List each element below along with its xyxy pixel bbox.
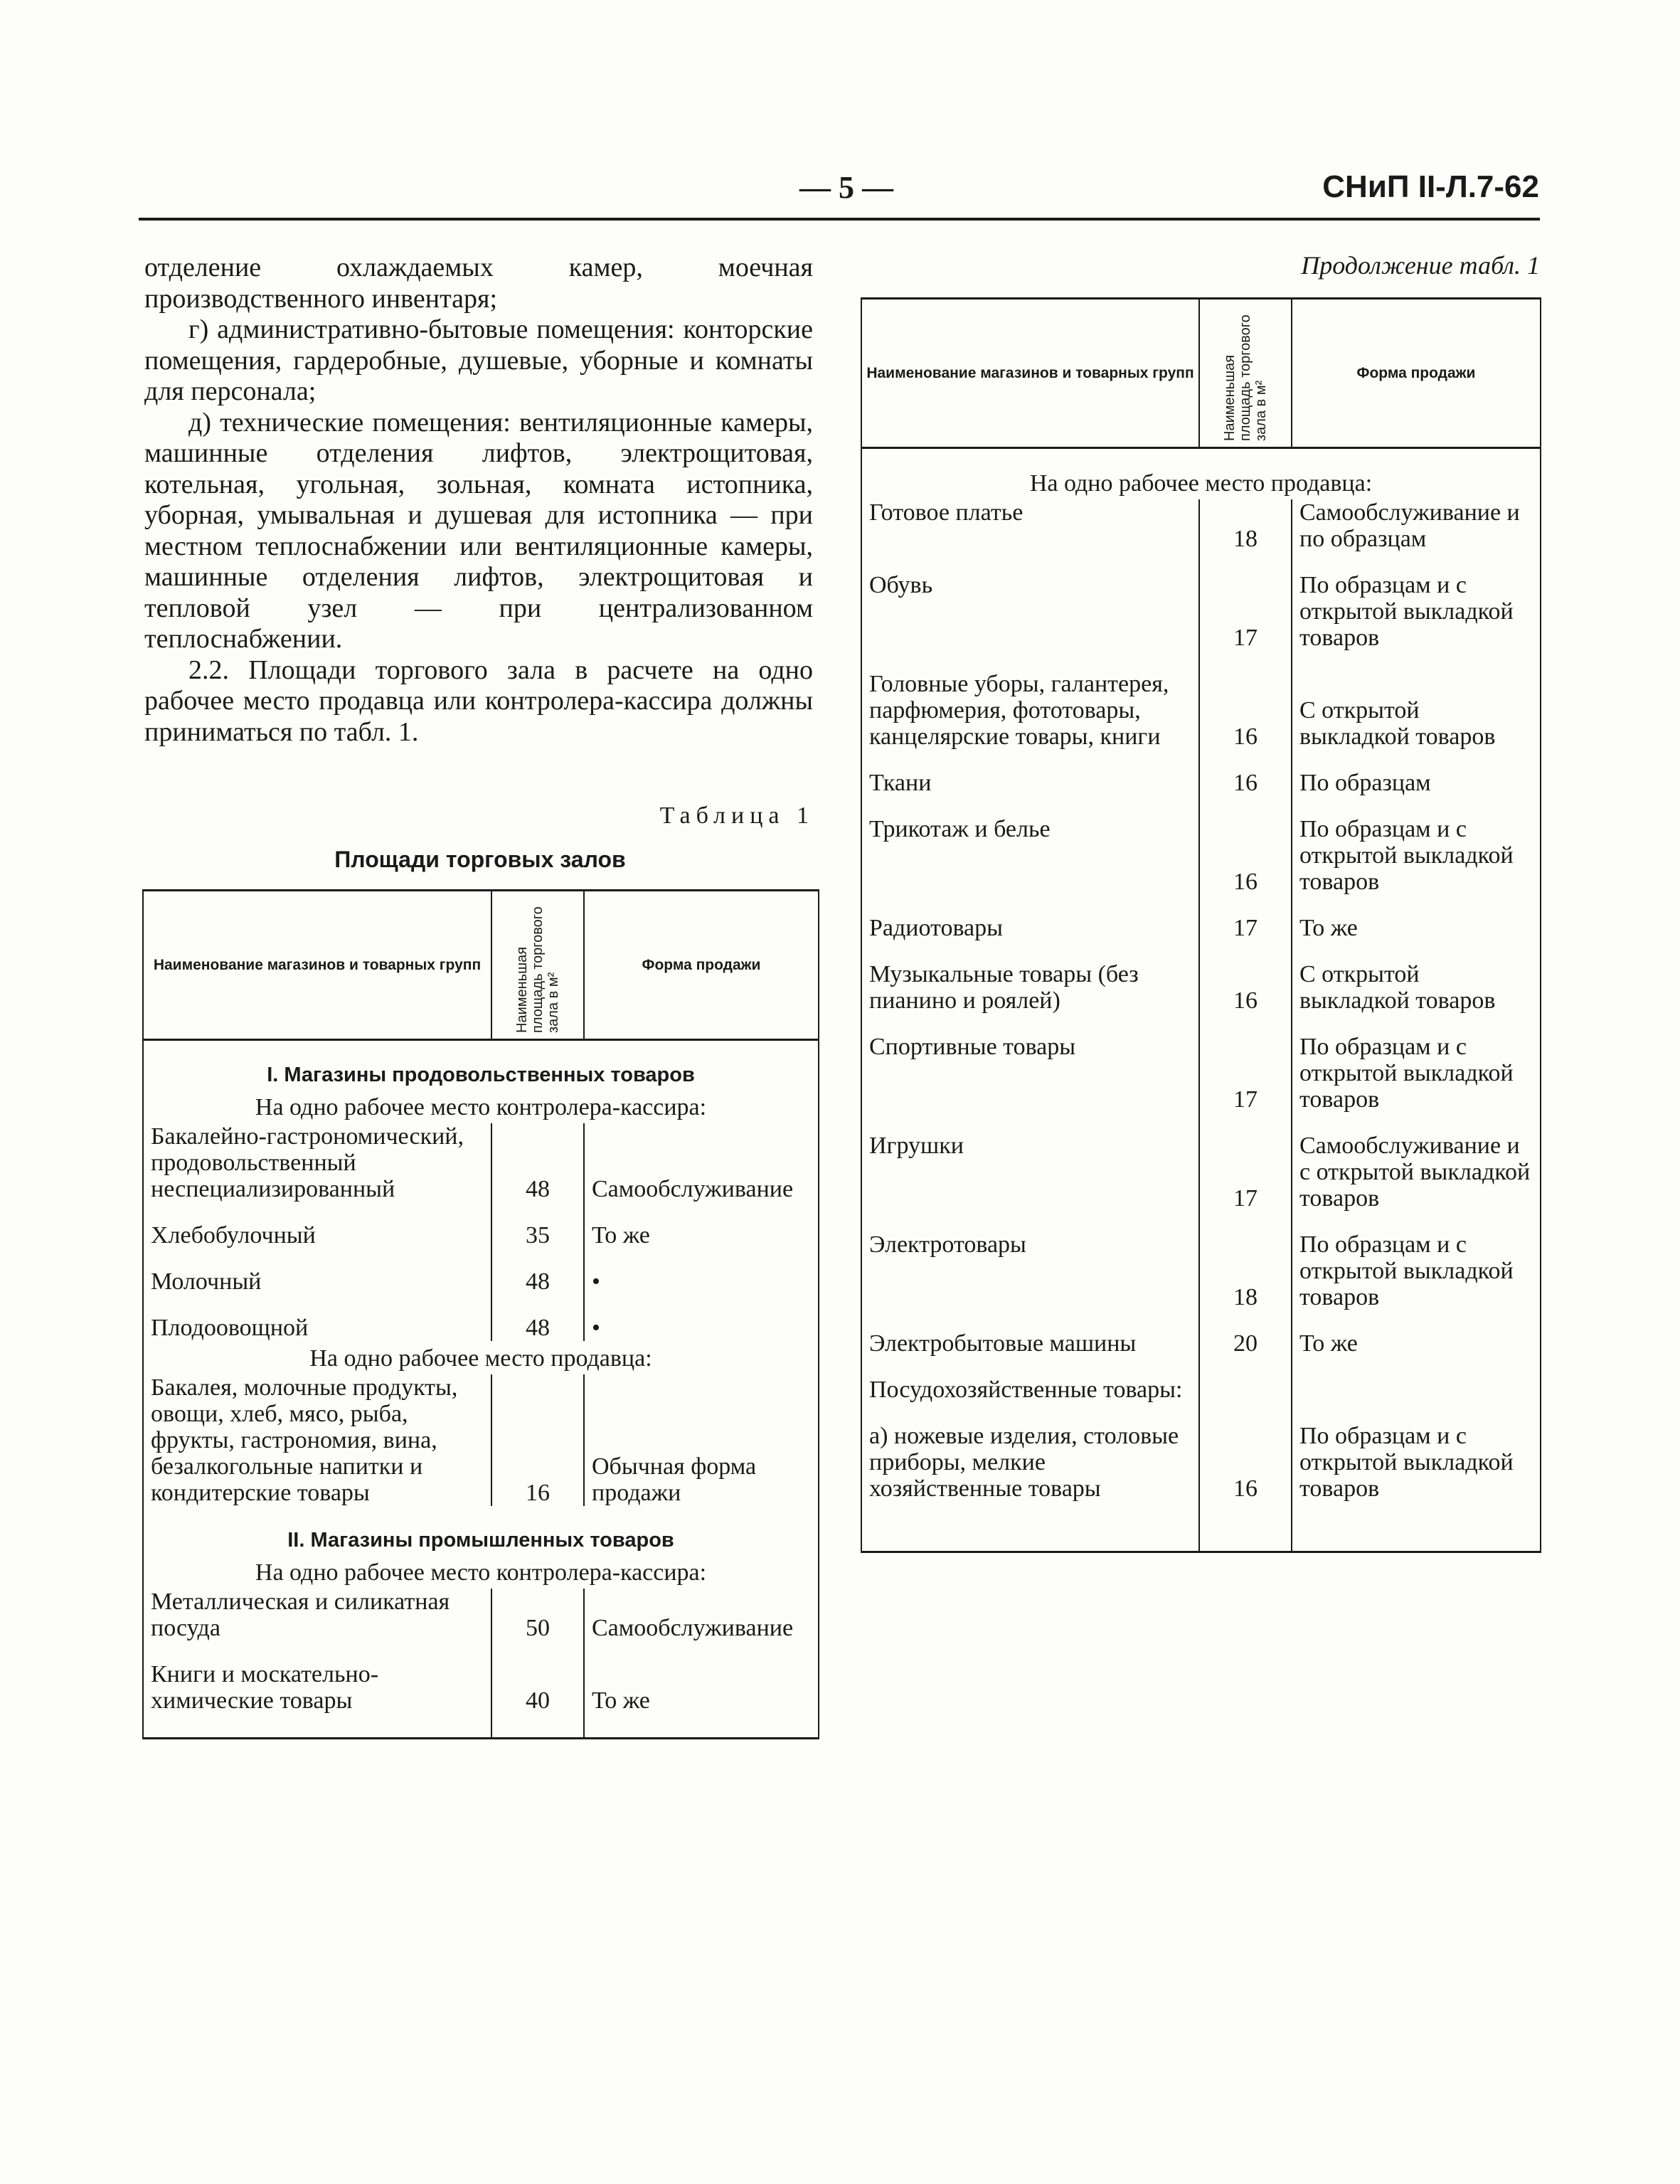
row-form: • <box>592 1268 600 1295</box>
row-area: 18 <box>1199 499 1292 552</box>
intro-paragraph: д) технические помещения: вентиляционные камеры, машинные отделения лифтов, электрощитовая, котельная, угольная, зольная, комната истопника, уборная, умывальная и душевая для истопника — при местном теплоснабжении или вентиляционные камеры, машинные отделения лифтов, электрощитовая и тепловой узел — при централизованном теплоснабжении. <box>144 407 813 654</box>
row-form: С открытой выкладкой товаров <box>1299 961 1496 1014</box>
row-form: Самообслуживание <box>592 1176 794 1202</box>
column-header-area <box>491 891 584 1040</box>
row-name: Спортивные товары <box>861 1014 1199 1113</box>
row-name: Игрушки <box>861 1113 1199 1212</box>
subsection-heading: На одно рабочее место продавца: <box>1029 470 1373 497</box>
table-title: Площади торговых залов <box>334 847 626 872</box>
table-caption: Таблица 1 <box>659 802 814 829</box>
row-form: С открытой выкладкой товаров <box>1299 697 1496 750</box>
row-area: 17 <box>1199 895 1292 941</box>
row-area: 16 <box>1199 651 1292 750</box>
row-name: Бакалея, молочные продукты, овощи, хлеб, мясо, рыба, фрукты, гастрономия, вина, безалкогольные напитки и кондитерские товары <box>143 1374 491 1506</box>
table-row <box>861 499 1541 552</box>
table-spacer <box>491 1714 584 1738</box>
page-number: — 5 — <box>799 170 893 205</box>
row-form: По образцам и с открытой выкладкой товаров <box>1299 816 1514 895</box>
row-area: 48 <box>491 1123 584 1202</box>
table-row <box>861 1113 1541 1212</box>
row-name: Головные уборы, галантерея, парфюмерия, фототовары, канцелярские товары, книги <box>861 651 1199 750</box>
table-row <box>861 796 1541 895</box>
table-1-body <box>143 1040 819 1739</box>
row-name: Электротовары <box>861 1212 1199 1310</box>
row-name: Плодоовощной <box>143 1295 491 1341</box>
row-form: Обычная форма продажи <box>592 1453 757 1506</box>
intro-text <box>144 253 813 748</box>
section-heading: II. Магазины промышленных товаров <box>287 1529 674 1552</box>
subsection-heading: На одно рабочее место контролера-кассира: <box>255 1094 707 1120</box>
table-row <box>861 895 1541 941</box>
table-continuation-caption: Продолжение табл. 1 <box>1301 251 1540 280</box>
row-area: 50 <box>491 1589 584 1641</box>
row-area: 48 <box>491 1295 584 1341</box>
row-form: Самообслуживание <box>592 1615 794 1641</box>
row-form: То же <box>1299 915 1358 941</box>
intro-paragraph: отделение охлаждаемых камер, моечная производственного инвентаря; <box>144 253 813 314</box>
table-1-continuation-body <box>861 448 1541 1552</box>
table-spacer <box>861 1502 1199 1552</box>
row-form: По образцам и с открытой выкладкой товаров <box>1299 1423 1514 1502</box>
row-name: Посудохозяйственные товары: <box>861 1357 1199 1403</box>
table-row <box>143 1295 819 1341</box>
document-code: СНиП II-Л.7-62 <box>1322 169 1539 204</box>
row-area: 20 <box>1199 1310 1292 1357</box>
row-area: 40 <box>491 1641 584 1714</box>
intro-paragraph: 2.2. Площади торгового зала в расчете на одно рабочее место продавца или контролера-кассира должны приниматься по табл. 1. <box>144 654 813 747</box>
row-form: По образцам и с открытой выкладкой товаров <box>1299 572 1514 651</box>
row-form: Самообслуживание и по образцам <box>1299 499 1520 552</box>
row-name: а) ножевые изделия, столовые приборы, мелкие хозяйственные товары <box>861 1403 1199 1502</box>
row-name: Хлебобулочный <box>143 1202 491 1249</box>
table-row <box>143 1589 819 1641</box>
row-area: 16 <box>1199 1403 1292 1502</box>
table-1 <box>142 889 819 1739</box>
row-name: Молочный <box>143 1249 491 1295</box>
row-area: 16 <box>1199 796 1292 895</box>
column-header-form: Форма продажи <box>1292 299 1541 448</box>
column-header-area <box>1199 299 1292 448</box>
table-row <box>143 1374 819 1506</box>
subsection-heading: На одно рабочее место контролера-кассира: <box>255 1559 707 1586</box>
row-form: По образцам <box>1299 770 1431 796</box>
table-row <box>861 1403 1541 1502</box>
row-form: Самообслуживание и с открытой выкладкой товаров <box>1299 1133 1531 1212</box>
row-name: Музыкальные товары (без пианино и роялей) <box>861 941 1199 1014</box>
row-area: 16 <box>1199 750 1292 796</box>
row-form: То же <box>592 1222 650 1249</box>
table-row <box>861 750 1541 796</box>
row-area: 16 <box>1199 941 1292 1014</box>
row-area: 48 <box>491 1249 584 1295</box>
table-row <box>861 651 1541 750</box>
row-name: Трикотаж и белье <box>861 796 1199 895</box>
column-header-form: Форма продажи <box>584 891 819 1040</box>
row-area: 17 <box>1199 1113 1292 1212</box>
row-name: Электробытовые машины <box>861 1310 1199 1357</box>
row-name: Ткани <box>861 750 1199 796</box>
row-name: Металлическая и силикатная посуда <box>143 1589 491 1641</box>
table-row <box>861 1014 1541 1113</box>
intro-paragraph: г) административно-бытовые помещения: конторские помещения, гардеробные, душевые, уборные и комнаты для персонала; <box>144 314 813 406</box>
header-rule <box>139 218 1540 221</box>
row-form: По образцам и с открытой выкладкой товаров <box>1299 1034 1514 1113</box>
table-row <box>861 552 1541 651</box>
table-row <box>861 1310 1541 1357</box>
subsection-heading: На одно рабочее место продавца: <box>309 1345 652 1372</box>
column-header-name: Наименование магазинов и товарных групп <box>143 891 491 1040</box>
row-name: Готовое платье <box>861 499 1199 552</box>
table-row <box>143 1123 819 1202</box>
row-area: 17 <box>1199 1014 1292 1113</box>
row-form: По образцам и с открытой выкладкой товаров <box>1299 1231 1514 1310</box>
table-1-continuation <box>861 297 1541 1553</box>
column-header-area-text: Наименьшая площадь торгового зала в м² <box>1222 314 1269 441</box>
column-header-area-text: Наименьшая площадь торгового зала в м² <box>514 906 561 1033</box>
row-area: 16 <box>491 1374 584 1506</box>
table-spacer <box>1199 1502 1292 1552</box>
row-form <box>1292 1357 1541 1403</box>
column-header-name: Наименование магазинов и товарных групп <box>861 299 1199 448</box>
table-row <box>143 1202 819 1249</box>
row-form: • <box>592 1315 600 1341</box>
row-form: То же <box>592 1687 650 1714</box>
row-area: 18 <box>1199 1212 1292 1310</box>
table-spacer <box>1292 1502 1541 1552</box>
row-area: 35 <box>491 1202 584 1249</box>
row-form: То же <box>1299 1330 1358 1357</box>
table-row <box>143 1641 819 1714</box>
table-spacer <box>143 1714 491 1738</box>
table-row <box>861 1357 1541 1403</box>
row-name: Радиотовары <box>861 895 1199 941</box>
table-row <box>861 1212 1541 1310</box>
section-heading: I. Магазины продовольственных товаров <box>267 1064 695 1086</box>
row-area <box>1199 1357 1292 1403</box>
table-row <box>143 1249 819 1295</box>
row-name: Обувь <box>861 552 1199 651</box>
row-name: Бакалейно-гастрономический, продовольственный неспециализированный <box>143 1123 491 1202</box>
table-row <box>861 941 1541 1014</box>
row-name: Книги и москательно-химические товары <box>143 1641 491 1714</box>
row-area: 17 <box>1199 552 1292 651</box>
table-spacer <box>584 1714 819 1738</box>
